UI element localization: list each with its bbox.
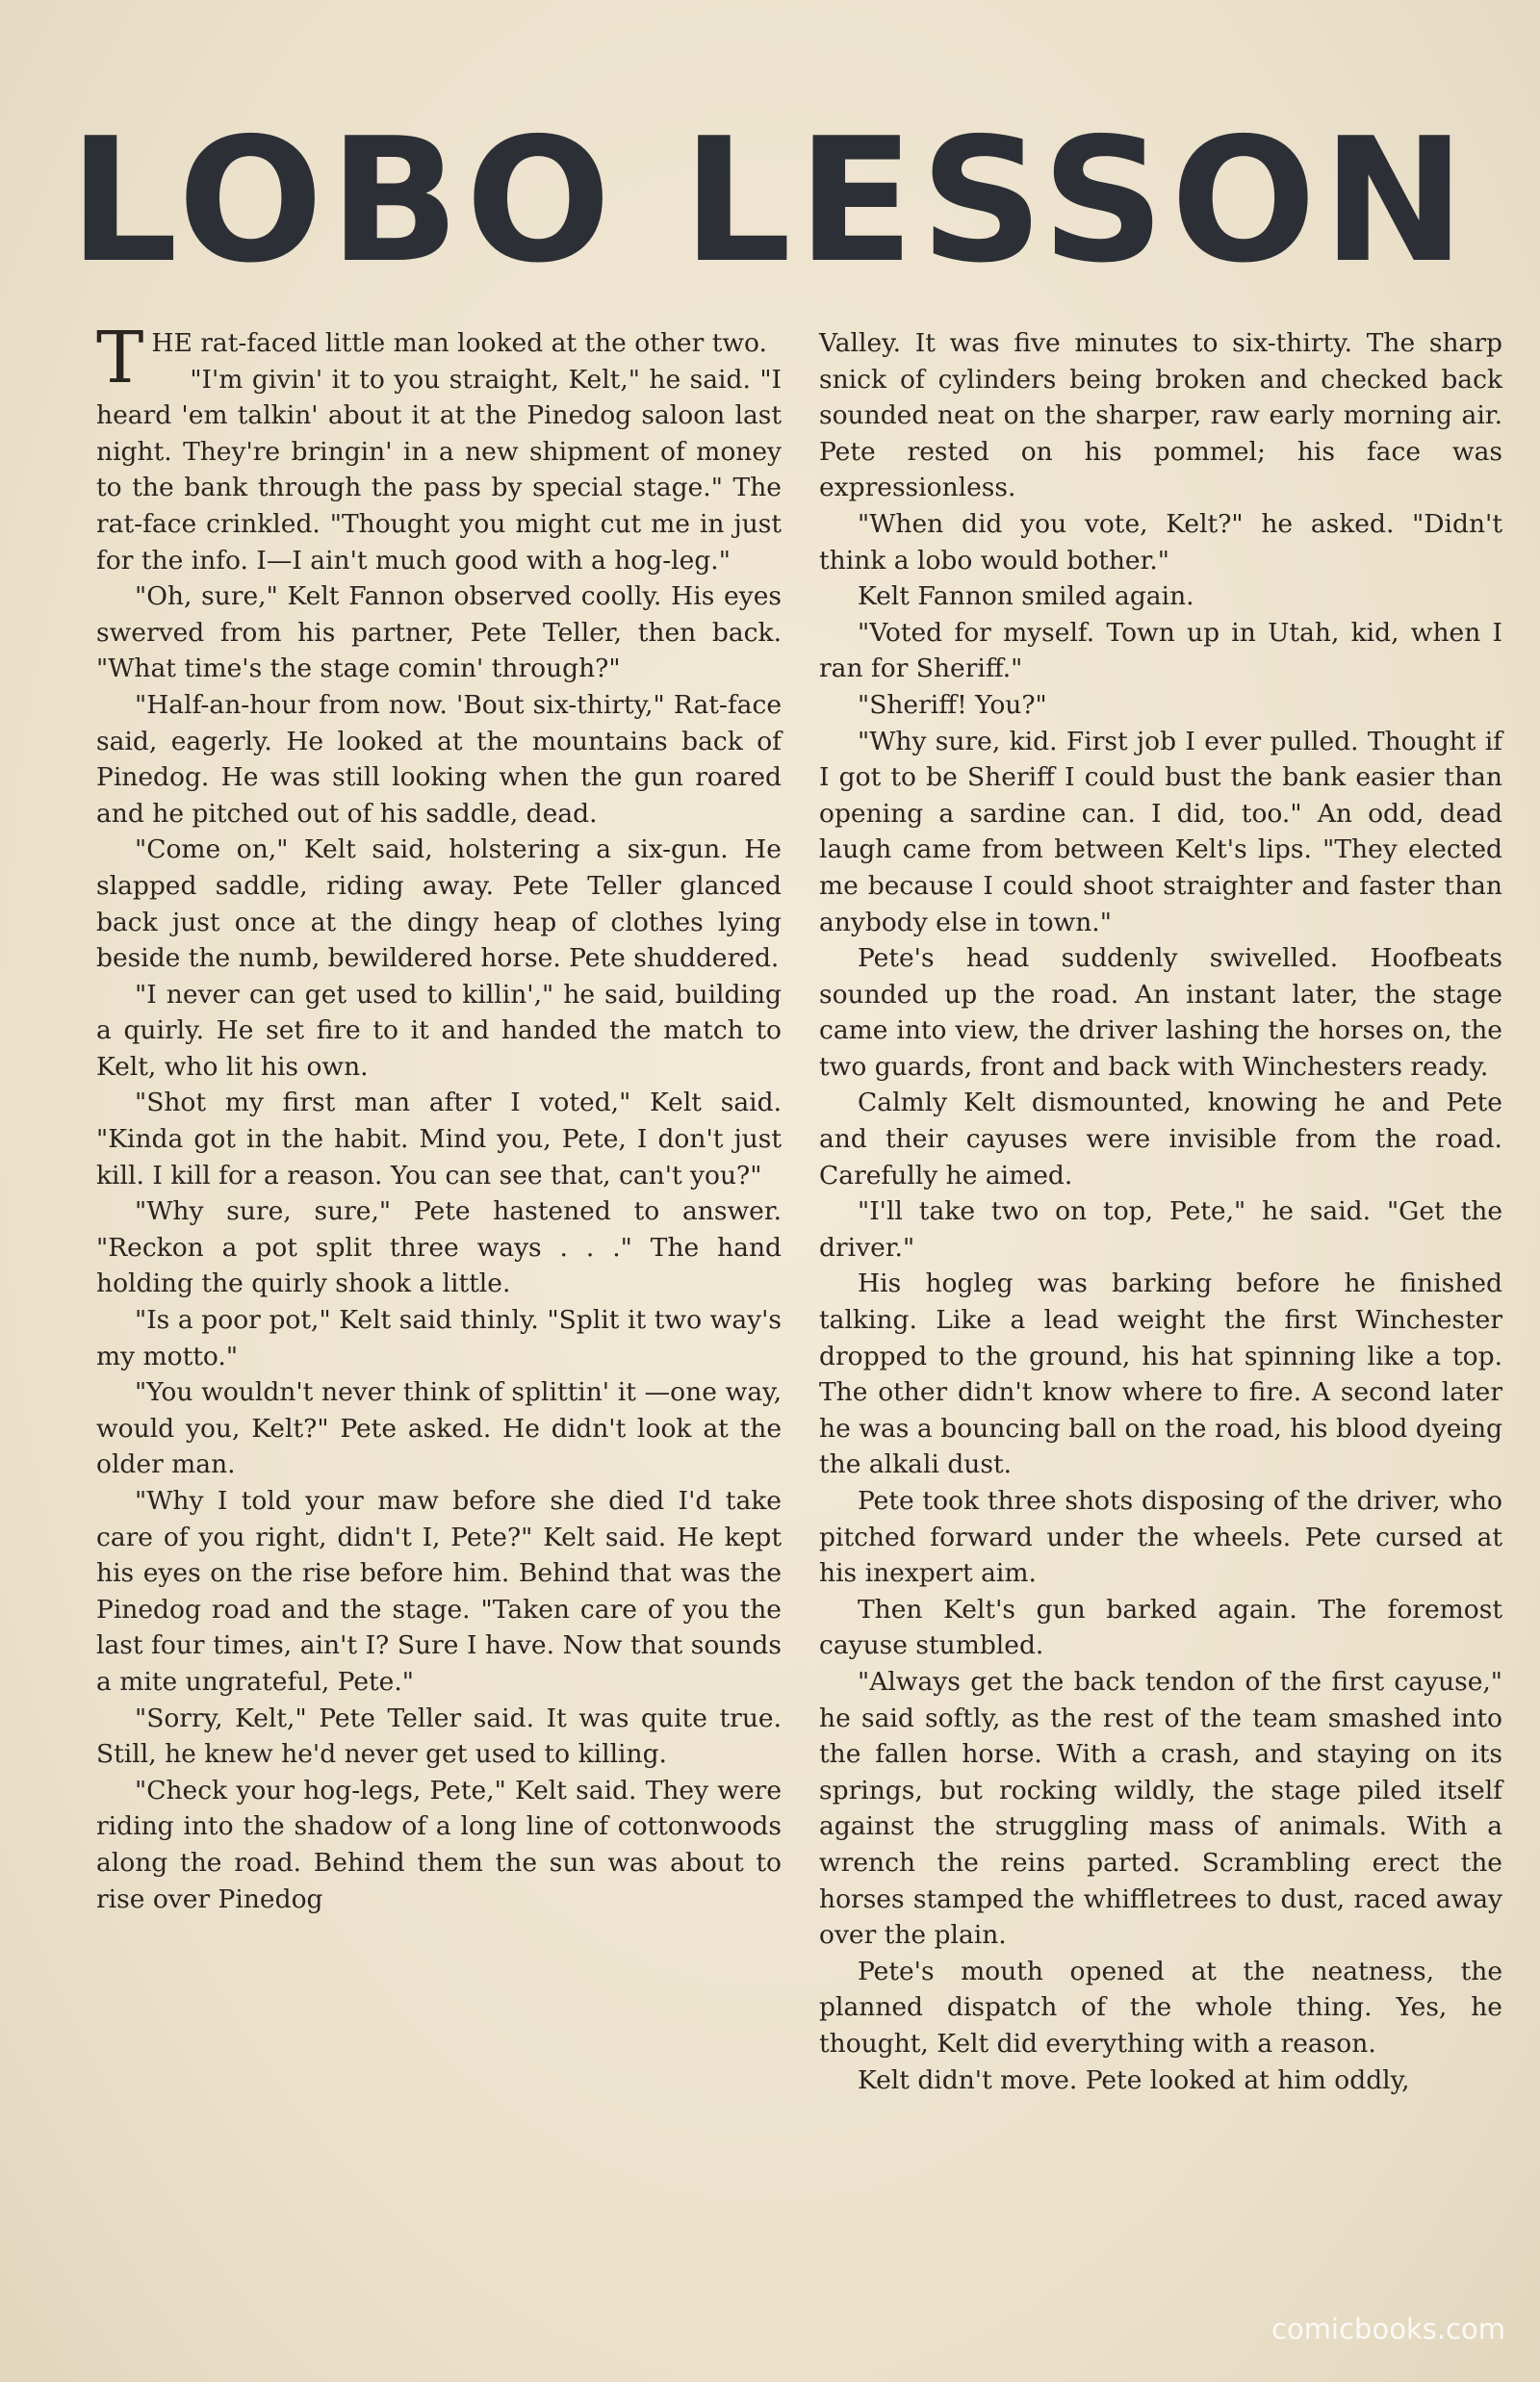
paragraph: "Why sure, kid. First job I ever pulled. Thought if I got to be Sheriff I could bust the bank easier than opening a sardine can. I did, too." An odd, dead laugh came from between Kelt's lips. "They elected me because I could shoot straighter and faster than anybody else in town." [819,726,1502,937]
paragraph: Calmly Kelt dismounted, knowing he and Pete and their cayuses were invisible from the road. Carefully he aimed. [819,1088,1502,1191]
paragraph: "Oh, sure," Kelt Fannon observed coolly. His eyes swerved from his partner, Pete Teller, then back. "What time's the stage comin' through?" [96,581,782,684]
paragraph: "Sheriff! You?" [858,689,1047,720]
paragraph: Pete's head suddenly swivelled. Hoofbeats sounded up the road. An instant later, the stage came into view, the driver lashing the horses on, the two guards, front and back with Winchesters ready. [819,943,1502,1082]
paragraph: "Always get the back tendon of the first cayuse," he said softly, as the rest of the team smashed into the fallen horse. With a crash, and staying on its springs, but rocking wildly, the stage piled itself against the struggling mass of animals. With a wrench the reins parted. Scrambling erect the horses stamped the whiffletrees to dust, raced away over the plain. [819,1666,1502,1951]
paragraph: "When did you vote, Kelt?" he asked. "Didn't think a lobo would bother." [819,508,1502,576]
paragraph: "I'll take two on top, Pete," he said. "Get the driver." [819,1196,1502,1263]
paragraph: "Come on," Kelt said, holstering a six-gun. He slapped saddle, riding away. Pete Teller glanced back just once at the dingy heap of clothes lying beside the numb, bewildered horse. Pete shuddered. [96,834,782,974]
paragraph: "You wouldn't never think of splittin' it —one way, would you, Kelt?" Pete asked. He didn't look at the older man. [96,1377,782,1480]
paragraph: "Sorry, Kelt," Pete Teller said. It was quite true. Still, he knew he'd never get used to killing. [96,1703,782,1770]
paragraph: Pete took three shots disposing of the driver, who pitched forward under the wheels. Pete cursed at his inexpert aim. [819,1486,1502,1589]
paragraph: "I'm givin' it to you straight, Kelt," he said. "I heard 'em talkin' about it at the Pinedog saloon last night. They're bringin' in a new shipment of money to the bank through the pass by special stage." The rat-face crinkled. "Thought you might cut me in just for the info. I—I ain't much good with a hog-leg." [96,364,782,576]
paragraph: "Why I told your maw before she died I'd take care of you right, didn't I, Pete?" Kelt said. He kept his eyes on the rise before him. Behind that was the Pinedog road and the stage. "Taken care of you the last four times, ain't I? Sure I have. Now that sounds a mite ungrateful, Pete." [96,1486,782,1697]
story-title: LOBO LESSON [68,101,1472,300]
paragraph: "Why sure, sure," Pete hastened to answer. "Reckon a pot split three ways . . ." The hand holding the quirly shook a little. [96,1196,782,1299]
paragraph: His hogleg was barking before he finished talking. Like a lead weight the first Winchester dropped to the ground, his hat spinning like a top. The other didn't know where to fire. A second later he was a bouncing ball on the road, his blood dyeing the alkali dust. [819,1268,1502,1480]
paragraph [96,317,782,399]
left-column [96,317,782,1917]
paragraph: "Voted for myself. Town up in Utah, kid, when I ran for Sheriff." [819,617,1502,684]
paragraph: "Check your hog-legs, Pete," Kelt said. They were riding into the shadow of a long line of cottonwoods along the road. Behind them the sun was about to rise over Pinedog [96,1775,782,1914]
paragraph: Valley. It was five minutes to six-thirty. The sharp snick of cylinders being broken and checked back sounded neat on the sharper, raw early morning air. Pete rested on his pommel; his face was expressionless. [819,328,1502,503]
paragraph: "Is a poor pot," Kelt said thinly. "Split it two way's my motto." [96,1305,782,1371]
right-column [819,325,1502,2098]
paragraph: "Shot my first man after I voted," Kelt said. "Kinda got in the habit. Mind you, Pete, I don't just kill. I kill for a reason. You can see that, can't you?" [96,1088,782,1191]
paragraph: Then Kelt's gun barked again. The foremost cayuse stumbled. [819,1594,1502,1661]
paragraph: Kelt didn't move. Pete looked at him oddly, [858,2064,1410,2095]
paragraph: "I never can get used to killin'," he said, building a quirly. He set fire to it and handed the match to Kelt, who lit his own. [96,979,782,1082]
drop-cap: T [96,317,144,399]
paragraph: Pete's mouth opened at the neatness, the planned dispatch of the whole thing. Yes, he thought, Kelt did everything with a reason. [819,1956,1502,2059]
paragraph: "Half-an-hour from now. 'Bout six-thirty," Rat-face said, eagerly. He looked at the mountains back of Pinedog. He was still looking when the gun roared and he pitched out of his saddle, dead. [96,689,782,829]
watermark: comicbooks.com [1271,2313,1505,2345]
paragraph-text: HE rat-faced little man looked at the other two. [151,328,767,358]
paragraph: Kelt Fannon smiled again. [858,581,1194,612]
